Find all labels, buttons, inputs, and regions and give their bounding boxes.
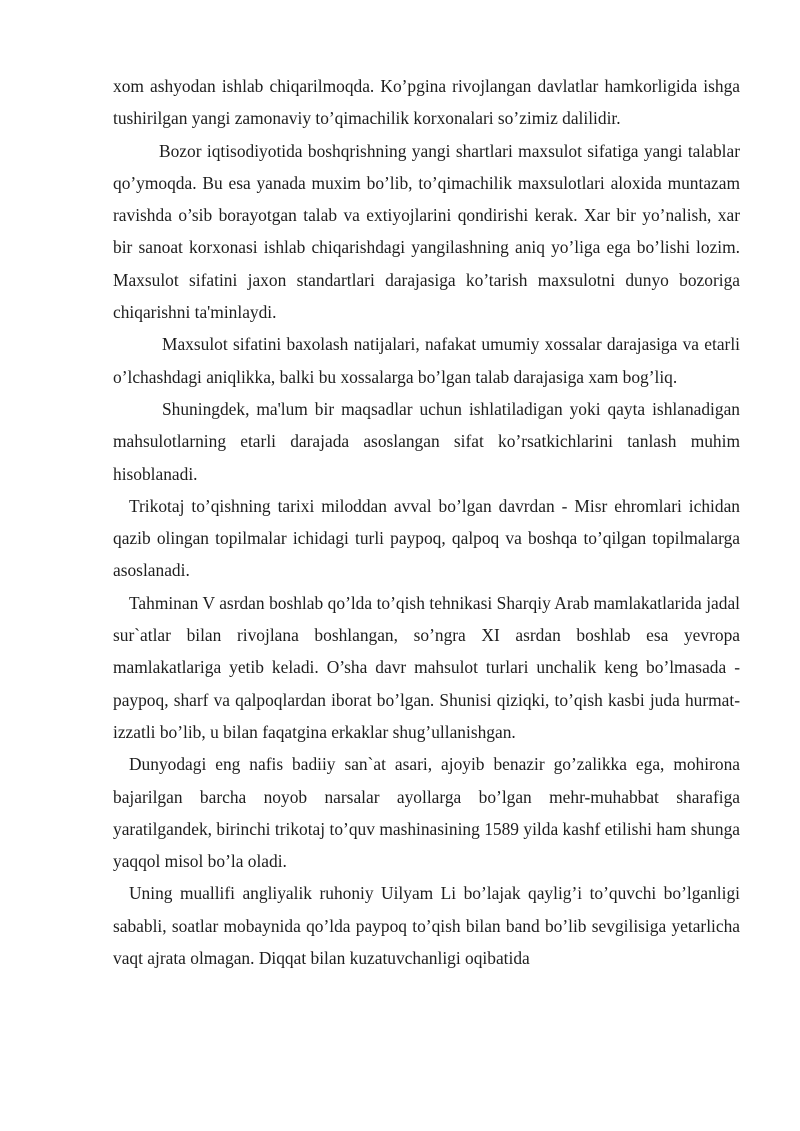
paragraph-3: Maxsulot sifatini baxolash natijalari, nafakat umumiy xossalar darajasiga va etarli o’lchashdagi aniqlikka, balki bu xossalarga bo’lgan talab darajasiga xam bog’liq.	[113, 334, 740, 387]
paragraph-2: Bozor iqtisodiyotida boshqrishning yangi shartlari maxsulot sifatiga yangi talablar qo’ymoqda. Bu esa yanada muxim bo’lib, to’qimachilik maxsulotlari aloxida muntazam ravishda o’sib borayotgan talab va extiyojlarini qondirishi kerak. Xar bir yo’nalish, xar bir sanoat korxonasi ishlab chiqarishdagi yangilashning aniq yo’liga ega bo’lishi lozim. Maxsulot sifatini jaxon standartlari darajasiga ko’tarish maxsulotni dunyo bozoriga chiqarishni ta'minlaydi.	[113, 140, 740, 323]
paragraph-4: Shuningdek, ma'lum bir maqsadlar uchun ishlatiladigan yoki qayta ishlanadigan mahsulotlarning etarli darajada asoslangan sifat ko’rsatkichlarini tanlash muhim hisoblanadi.	[113, 398, 740, 484]
paragraph-1: xom ashyodan ishlab chiqarilmoqda. Ko’pgina rivojlangan davlatlar hamkorligida ishga tushirilgan yangi zamonaviy to’qimachilik korxonalari so’zimiz dalilidir.	[113, 76, 740, 129]
paragraph-7: Dunyodagi eng nafis badiiy san`at asari, ajoyib benazir go’zalikka ega, mohirona bajarilgan barcha noyob narsalar ayollarga bo’lgan mehr-muhabbat sharafiga yaratilgandek, birinchi trikotaj to’quv mashinasining 1589 yilda kashf etilishi ham shunga yaqqol misol bo’la oladi.	[113, 754, 740, 872]
document-page	[113, 70, 740, 974]
paragraph-5: Trikotaj to’qishning tarixi miloddan avval bo’lgan davrdan - Misr ehromlari ichidan qazib olingan topilmalar ichidagi turli paypoq, qalpoq va boshqa to’qilgan topilmalarga asoslanadi.	[113, 495, 740, 581]
paragraph-6: Tahminan V asrdan boshlab qo’lda to’qish tehnikasi Sharqiy Arab mamlakatlarida jadal sur`atlar bilan rivojlana boshlangan, so’ngra XI asrdan boshlab esa yevropa mamlakatlariga yetib keladi. O’sha davr mahsulot turlari unchalik keng bo’lmasada - paypoq, sharf va qalpoqlardan iborat bo’lgan. Shunisi qiziqki, to’qish kasbi juda hurmat-izzatli bo’lib, u bilan faqatgina erkaklar shug’ullanishgan.	[113, 592, 740, 742]
paragraph-8: Uning muallifi angliyalik ruhoniy Uilyam Li bo’lajak qaylig’i to’quvchi bo’lganligi sababli, soatlar mobaynida qo’lda paypoq to’qish bilan band bo’lib sevgilisiga yetarlicha vaqt ajrata olmagan. Diqqat bilan kuzatuvchanligi oqibatida	[113, 883, 740, 969]
